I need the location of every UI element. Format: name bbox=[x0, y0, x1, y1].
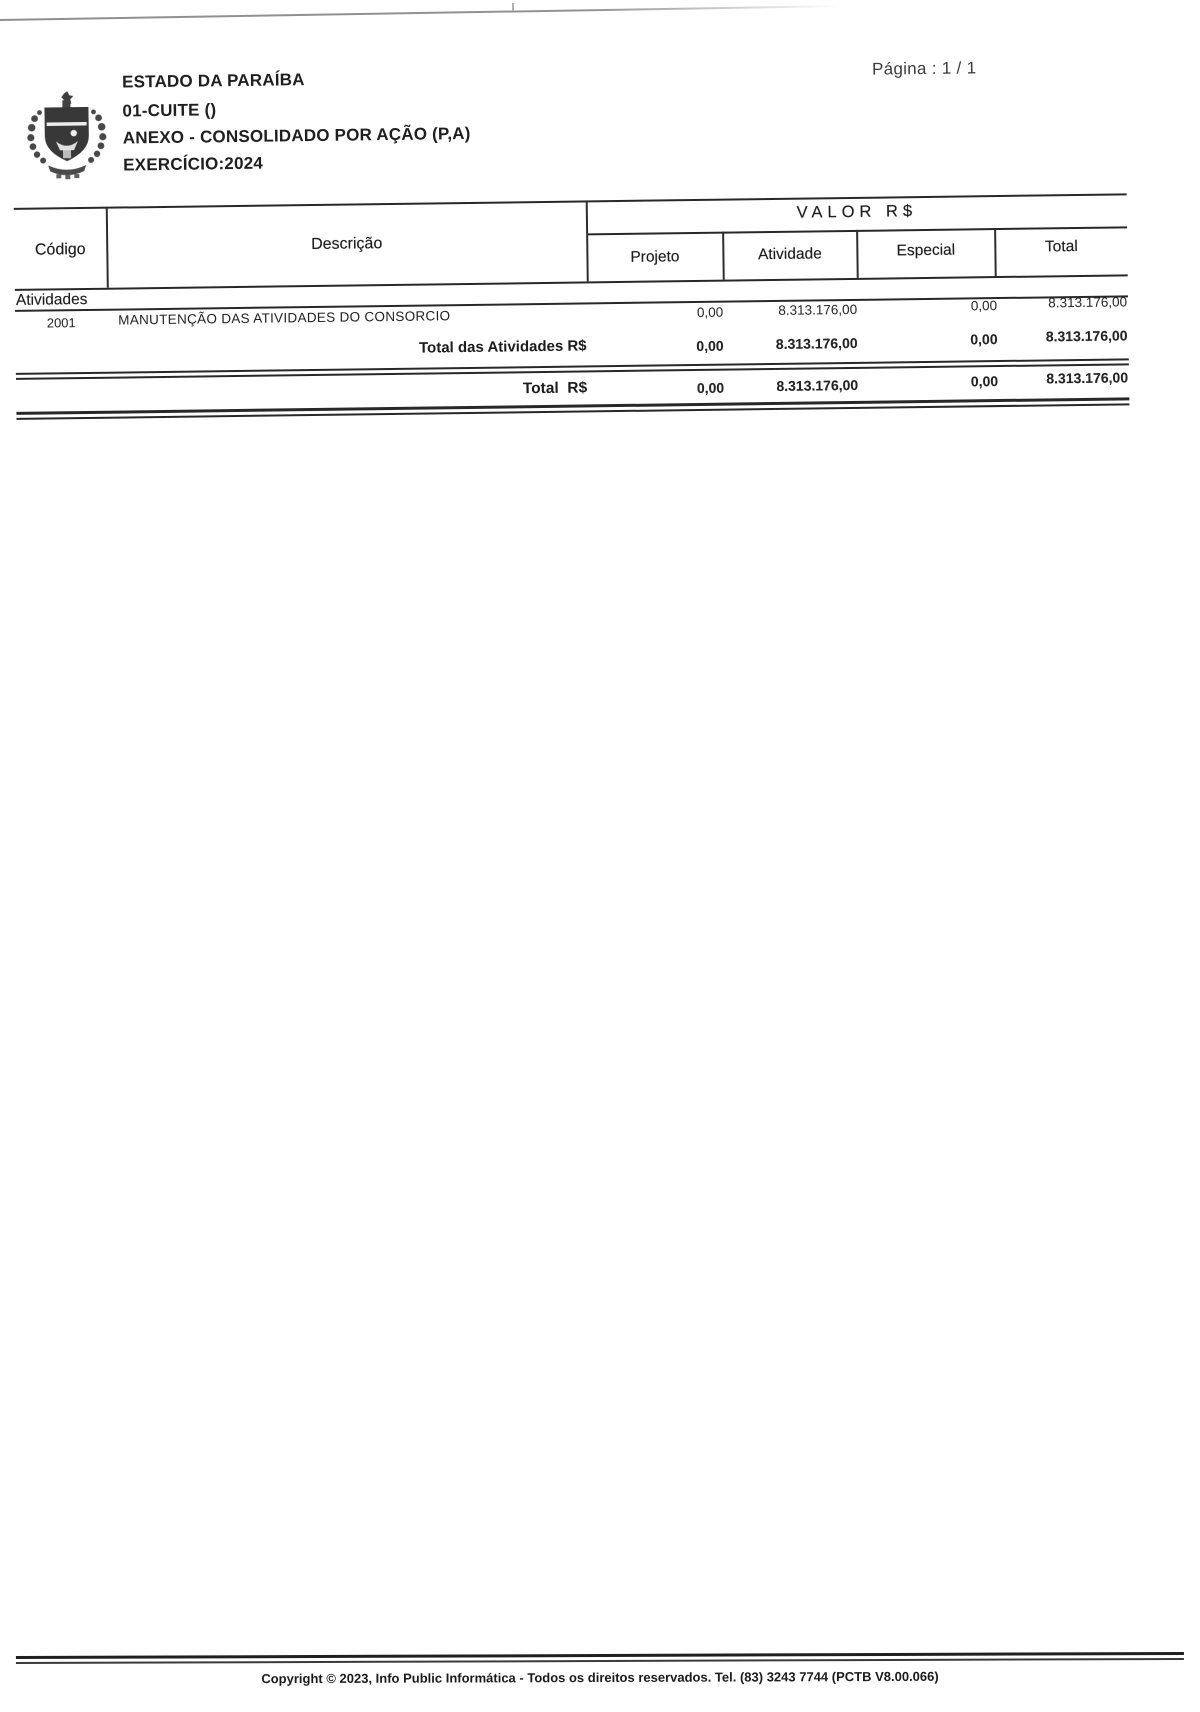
header-report-title: ANEXO - CONSOLIDADO POR AÇÃO (P,A) bbox=[122, 123, 471, 148]
column-group-valor: VALOR R$ bbox=[796, 202, 918, 222]
column-header-descricao: Descrição bbox=[311, 235, 383, 254]
row-total-value: 8.313.176,00 bbox=[1048, 294, 1128, 311]
page-footer bbox=[0, 1638, 1200, 1712]
row-atividade-value: 8.313.176,00 bbox=[778, 301, 858, 318]
row-projeto-value: 0,00 bbox=[696, 304, 724, 320]
header-entity: 01-CUITE () bbox=[122, 100, 217, 121]
subtotal-projeto-value: 0,00 bbox=[696, 337, 724, 355]
page-indicator: Página : 1 / 1 bbox=[871, 58, 977, 79]
grand-total-projeto-value: 0,00 bbox=[696, 379, 725, 397]
column-header-projeto: Projeto bbox=[630, 248, 680, 266]
row-especial-value: 0,00 bbox=[970, 298, 998, 314]
column-header-especial: Especial bbox=[896, 241, 956, 260]
subtotal-especial-value: 0,00 bbox=[970, 331, 998, 348]
grand-total-atividade-value: 8.313.176,00 bbox=[776, 376, 859, 394]
grand-total-especial-value: 0,00 bbox=[970, 373, 999, 390]
footer-rule-thin bbox=[16, 1658, 1184, 1664]
row-code: 2001 bbox=[46, 315, 76, 331]
paraiba-coat-of-arms-icon bbox=[25, 91, 108, 189]
column-header-codigo: Código bbox=[34, 240, 86, 259]
grand-total-total-value: 8.313.176,00 bbox=[1046, 369, 1129, 387]
footer-copyright: Copyright © 2023, Info Public Informática - Todos os direitos reservados. Tel. (83) 3243 7744 (PCTB V8.00.066) bbox=[261, 1668, 939, 1687]
document-sheet bbox=[0, 0, 1200, 508]
column-header-atividade: Atividade bbox=[757, 245, 822, 264]
grand-total-label: Total R$ bbox=[522, 379, 588, 398]
column-header-total: Total bbox=[1044, 238, 1078, 256]
table-header-bottom-border bbox=[15, 274, 1128, 291]
header-state: ESTADO DA PARAÍBA bbox=[121, 70, 305, 92]
subtotal-atividade-value: 8.313.176,00 bbox=[775, 334, 858, 352]
subtotal-total-value: 8.313.176,00 bbox=[1045, 327, 1128, 345]
row-description: MANUTENÇÃO DAS ATIVIDADES DO CONSORCIO bbox=[118, 308, 451, 328]
section-label-atividades: Atividades bbox=[15, 290, 88, 309]
header-exercise: EXERCÍCIO:2024 bbox=[123, 153, 264, 175]
subtotal-label: Total das Atividades R$ bbox=[418, 337, 587, 357]
